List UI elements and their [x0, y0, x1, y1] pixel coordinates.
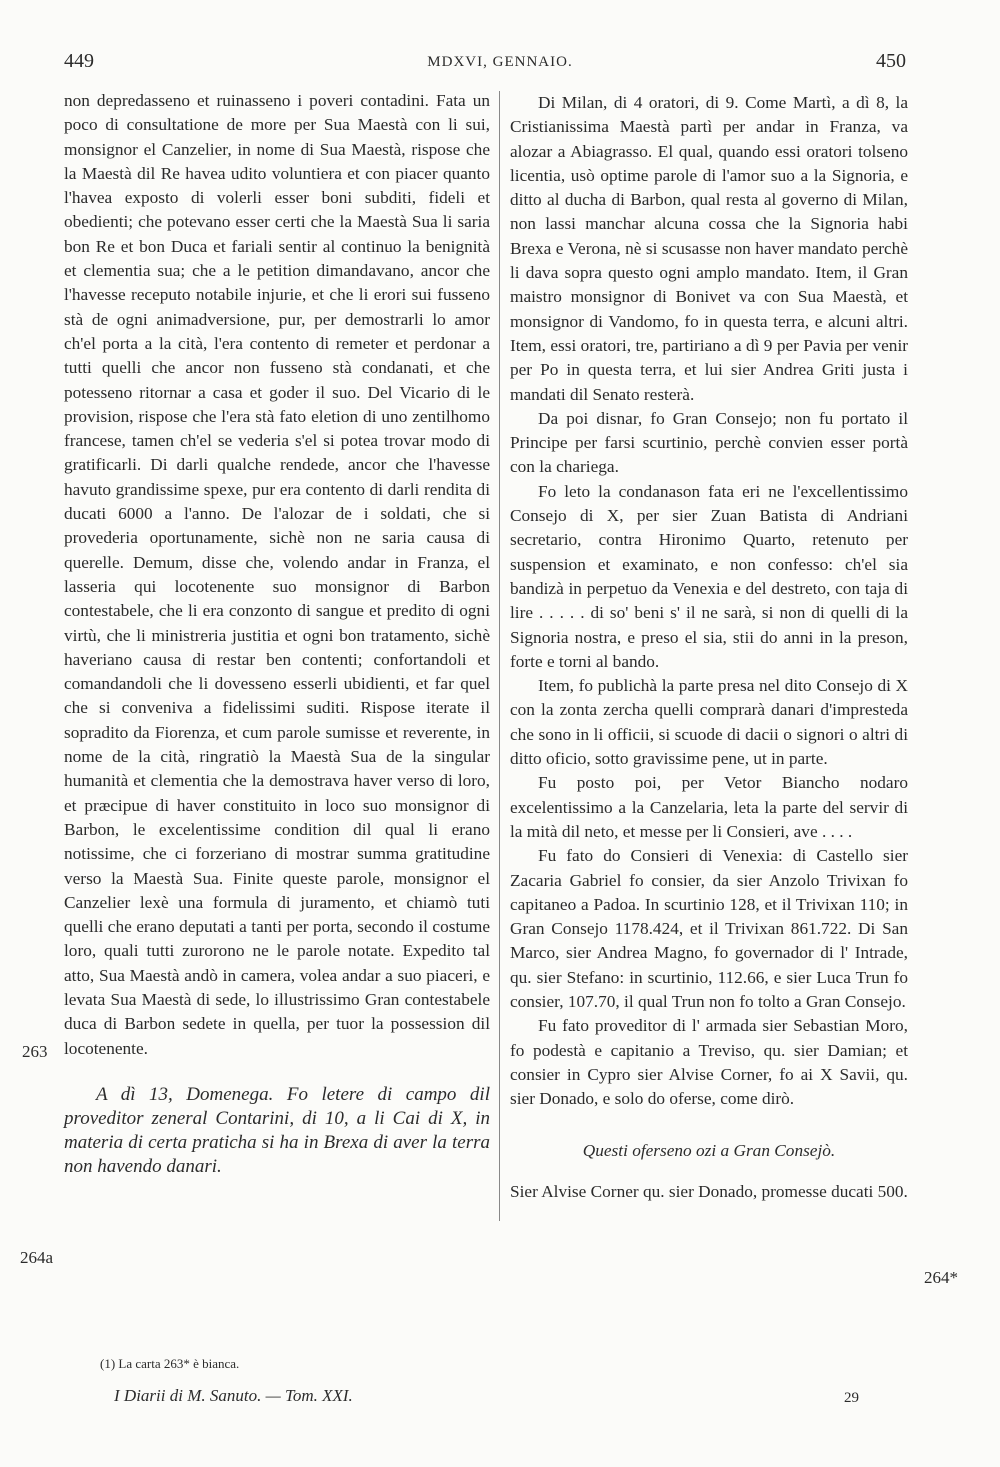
- right-paragraph-4: Item, fo publichà la parte presa nel dito Consejo di X con la zonta zercha quelli comprarà danari d'impresteda che sono in li officii, si scuode di dacii o signori o altri di ditto oficio, sotto gravissime pene, ut in parte.: [510, 676, 908, 769]
- margin-note-263: 263: [22, 1042, 48, 1061]
- margin-note-264-star: 264*: [924, 1268, 958, 1287]
- right-paragraph-6: Fu fato do Consieri di Venexia: di Castello sier Zacaria Gabriel fo consier, da sier Anzolo Trivixan fo capitaneo a Padoa. In scurtinio 128, et il Trivixan 110; in Gran Consejo 1178.424, et il Trivixan 861.722. Di San Marco, sier Andrea Magno, fo governador di l' Intrade, qu. sier Stefano: in scurtinio, 112.66, e sier Luca Trun fo consier, 107.70, il qual Trun non fo tolto a Gran Consejo.: [510, 846, 908, 1011]
- right-paragraph-3: Fo leto la condanason fata eri ne l'excellentissimo Consejo di X, per sier Zuan Batista di Andriani secretario, contra Hironimo Quarto, retenuto per suspension et examinato, e non confesso: ch'el sia bandizà in perpetuo da Venexia e del destreto, con taja di lire . . . . . di so' beni s' il ne sarà, si non di quelli di la Signoria nostra, e preso el sia, stii do anni in la preson, forte e torni al bando.: [510, 481, 908, 671]
- page-number-left: 449: [64, 50, 94, 72]
- page-header: [0, 50, 1000, 80]
- right-paragraph-5: Fu posto poi, per Vetor Biancho nodaro excelentissimo a la Canzelaria, leta la parte del servir di la mità dil neto, et messe per li Consieri, ave . . . .: [510, 773, 908, 841]
- running-title: MDXVI, GENNAIO.: [427, 54, 573, 70]
- right-column: [510, 91, 908, 1204]
- footer-signature: I Diarii di M. Sanuto. — Tom. XXI.: [114, 1386, 353, 1405]
- right-paragraph-1: Di Milan, di 4 oratori, di 9. Come Martì, a dì 8, la Cristianissima Maestà partì per andar in Franza, va alozar a Abiagrasso. El qual, quando essi oratori tolseno licentia, usò optime parole di l'amor suo a la Signoria, e ditto al ducha di Barbon, qual resta al governo di Milan, non lassi manchar alcuna cossa che la Signoria habi Brexa e Verona, nè si scusasse non haver mandato perchè li dava sopra questo ogni amplo mandato. Item, il Gran maistro monsignor di Bonivet va con Sua Maestà, et monsignor di Vandomo, fo in questa terra, e alcuni altri. Item, essi oratori, tre, partiriano a dì 9 per Pavia per venir per Po in questa terra, et lui sier Andrea Griti justa i mandati dil Senato resterà.: [510, 93, 908, 404]
- column-divider: [499, 91, 500, 1221]
- right-paragraph-7: Fu fato proveditor di l' armada sier Sebastian Moro, fo podestà e capitanio a Treviso, qu. sier Damian; et consier in Cypro sier Alvise Corner, fo ai X Savii, qu. sier Donado, e solo do oferse, come dirò.: [510, 1016, 908, 1109]
- right-paragraph-8: Sier Alvise Corner qu. sier Donado, promesse ducati 500.: [510, 1181, 908, 1201]
- footer-sheet-number: 29: [844, 1390, 859, 1406]
- left-column: [64, 89, 490, 1179]
- right-section-heading: Questi oferseno ozi a Gran Consejò.: [582, 1141, 836, 1161]
- footnote: (1) La carta 263* è bianca.: [100, 1356, 240, 1371]
- left-paragraph-1: non depredasseno et ruinasseno i poveri contadini. Fata un poco di consultatione de more per Sua Maestà con li sui, monsignor el Canzelier, in nome di Sua Maestà, rispose che la Maestà dil Re havea udito voluntiera et con piacer quanto l'havea exposto di volerli esser boni subditi, fideli et obedienti; che potevano esser certi che la Maestà Sua li saria bon Re et bon Duca et fariali sentir al continuo la benignità et clementia sua; che a le petition dimandavano, ancor che l'havesse receputo notabile injurie, et che li erori sui fusseno stà de ogni animadversione, pur, per demostrarli lo amor ch'el porta a la cità, l'era contento di remeter et perdonar a tutti quelli che ancor non fusseno stà condanati, et che potesseno ritornar a casa et goder il suo. Del Vicario di le provision, rispose che l'era stà fato eletion di uno zentilhomo francese, tamen ch'el se vederia s'el si potea trovar modo di gratificarli. Di darli qualche rendede, ancor che l'havesse havuto grandissime spexe, pur era contento di darli rendita di ducati 6000 a l'anno. De l'alozar de i soldati, che si provederia oportunamente, sichè non ne saria causa di querelle. Demum, disse che, volendo andar in Franza, el lasseria qui locotenente suo monsignor di Barbon contestabele, che li era conzonto di sangue et predito di ogni virtù, che li ministreria justitia et ogni bon tratamento, sichè haveriano causa di restar ben contenti; confortandoli et comandandoli che li dovesseno esserli ubidienti, et far quel che si conveniva a fidelissimi suditi. Rispose iterate il sopradito da Fiorenza, et cum parole sumisse et reverente, in nome de la cità, ringratiò la Maestà Sua de la singular humanità et clementia che la demostrava haver verso di loro, et præcipue di haver constituito in loco suo monsignor di Barbon, le excelentissime condition dil qual li erano notissime, che ci forzeriano di mostrar summa gratitudine verso la Maestà Sua. Finite queste parole, monsignor el Canzelier lexè una formula di juramento, et chiamò tuti quelli che erano deputati a tanti per porta, secondo il costume loro, quali tutti zurorono ne le parole notate. Expedito tal atto, Sua Maestà andò in camera, volea andar a suo piaceri, e levata Sua Maestà di sede, lo illustrissimo Gran contestabele duca di Barbon sedete in quella, per tuor la possession dil locotenente.: [64, 91, 490, 1058]
- right-paragraph-2: Da poi disnar, fo Gran Consejo; non fu portato il Principe per farsi scurtinio, perchè convien esser portà con la chariega.: [510, 408, 908, 477]
- page-number-right: 450: [876, 50, 906, 72]
- margin-note-264a: 264a: [20, 1248, 54, 1267]
- left-entry-heading: A dì 13, Domenega. Fo letere di campo dil proveditor zeneral Contarini, di 10, a li Cai di X, in materia di certa praticha si ha in Brexa di aver la terra non havendo danari.: [64, 1083, 490, 1177]
